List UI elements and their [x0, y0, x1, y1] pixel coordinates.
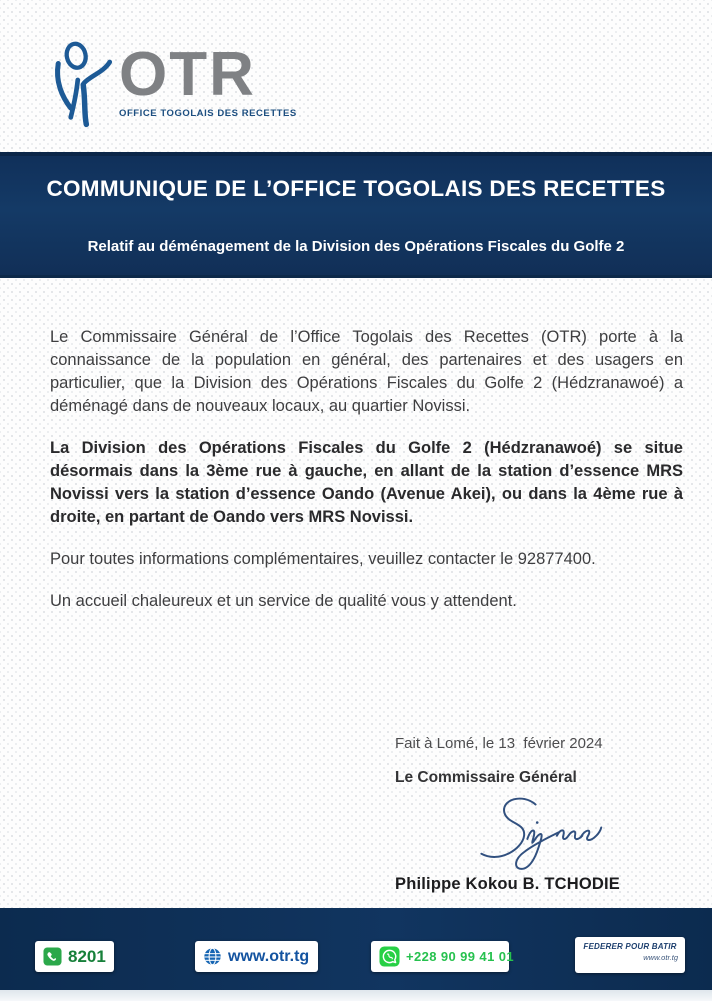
- paragraph-announcement: Le Commissaire Général de l’Office Togolais des Recettes (OTR) porte à la connaissance de la population en général, des partenaires et des usagers en particulier, que la Division des Opérations Fiscales du Golfe 2 (Hédzranawoé) a déménagé dans de nouveaux locaux, au quartier Novissi.: [50, 328, 683, 415]
- handwritten-signature: [439, 793, 619, 871]
- footer-whatsapp-number: +228 90 99 41 01: [406, 949, 514, 964]
- paragraph-location-details: La Division des Opérations Fiscales du Golfe 2 (Hédzranawoé) se situe désormais dans la 3ème rue à gauche, en allant de la station d’essence MRS Novissi vers la station d’essence Oando (Avenue Akei), ou dans la 4ème rue à droite, en partant de Oando vers MRS Novissi.: [50, 439, 683, 526]
- globe-icon: [203, 947, 222, 966]
- paragraph-contact-info: Pour toutes informations complémentaires, veuillez contacter le 92877400.: [50, 550, 596, 568]
- footer-slogan-box: [575, 937, 685, 973]
- signatory-title: Le Commissaire Général: [395, 769, 577, 786]
- footer-contact-band: [0, 908, 712, 990]
- signatory-name: Philippe Kokou B. TCHODIE: [395, 875, 621, 893]
- phone-icon: [43, 947, 62, 966]
- signature-block: [395, 735, 685, 894]
- communique-title: COMMUNIQUE DE L’OFFICE TOGOLAIS DES RECETTES: [46, 176, 666, 201]
- logo-tagline: OFFICE TOGOLAIS DES RECETTES: [119, 108, 297, 119]
- logo-text: [119, 40, 297, 119]
- footer-phone-number: 8201: [68, 946, 106, 966]
- title-banner: [0, 152, 712, 278]
- date-place-line: Fait à Lomé, le 13 février 2024: [395, 735, 603, 752]
- footer-slogan-text: FEDERER POUR BATIR: [583, 942, 677, 951]
- footer-whatsapp-box: [371, 941, 514, 972]
- communique-body: [50, 326, 683, 613]
- footer-website-url: www.otr.tg: [228, 947, 310, 965]
- paragraph-welcome: Un accueil chaleureux et un service de qualité vous y attendent.: [50, 592, 517, 610]
- otr-logo: [45, 24, 305, 144]
- person-raised-arms-icon: [45, 26, 123, 144]
- footer-slogan-url: www.otr.tg: [643, 953, 678, 962]
- footer-phone-box: [35, 941, 114, 972]
- whatsapp-icon: [379, 946, 400, 967]
- bottom-strip: [0, 990, 712, 1001]
- logo-acronym: OTR: [119, 40, 256, 109]
- communique-subtitle: Relatif au déménagement de la Division des Opérations Fiscales du Golfe 2: [87, 238, 625, 255]
- footer-website-box: [195, 941, 318, 972]
